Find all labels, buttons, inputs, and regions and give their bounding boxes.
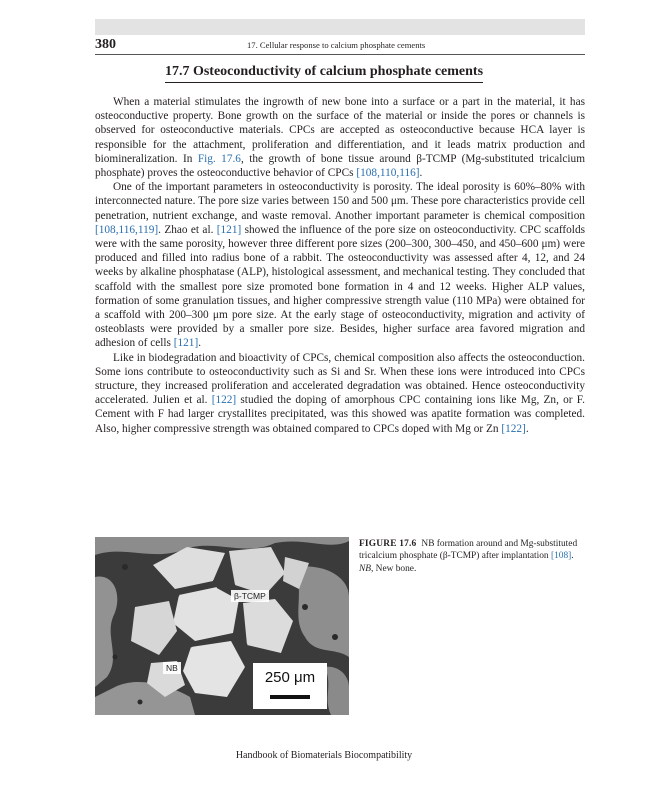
text-run: One of the important parameters in osteoconductivity is porosity. The ideal porosity is 60%–80% with interconnected nature. The pore size varies between 150 and 500 μm. These pore characteristics provide cell penetration, nutrient exchange, and waste removal. Another important parameter is chemical composition xyxy=(95,181,585,222)
scale-bar-box xyxy=(253,663,327,709)
section-title-text: 17.7 Osteoconductivity of calcium phosphate cements xyxy=(165,64,483,83)
tcmp-label: β-TCMP xyxy=(231,590,269,602)
header-bar xyxy=(95,19,585,35)
header-rule xyxy=(95,54,585,55)
text-run: . xyxy=(419,167,423,180)
page-footer: Handbook of Biomaterials Biocompatibility xyxy=(235,750,413,761)
citation-link[interactable]: [108] xyxy=(550,551,572,562)
text-run: , New bone. xyxy=(370,563,417,574)
text-run: studied the doping of amorphous CPC containing ions like Mg, Zn, or F. Cement with F had larger crystallites precipitated, was this showed was apatite formation was completed. Also, higher compressive strength was obtained compared to CPCs doped with Mg or Zn xyxy=(95,394,585,435)
figure-17-6-image xyxy=(95,537,349,715)
text-run: Like in biodegradation and bioactivity of CPCs, chemical composition also affects the osteoconduction. Some ions contribute to osteoconductivity such as Si and Sr. When these ions were introduced into CPCs structure, they increased proliferation and accelerated degradation was obtained. Hence osteoconductivity accelerated. Julien et al. xyxy=(95,351,585,407)
figure-caption-label: FIGURE 17.6 xyxy=(359,539,417,549)
section-title xyxy=(0,64,648,83)
paragraph-2 xyxy=(95,180,585,350)
citation-link[interactable]: [122] xyxy=(501,422,526,435)
text-run: . Zhao et al. xyxy=(158,223,217,236)
citation-link[interactable]: [108,116,119] xyxy=(95,223,159,236)
text-run: , the growth of bone tissue around β-TCMP (Mg-substituted tricalcium phosphate) proves the osteoconductive behavior of CPCs xyxy=(95,152,585,180)
new-bone-label: NB xyxy=(163,662,181,674)
text-run: . xyxy=(571,551,574,562)
page-header xyxy=(95,37,585,53)
body-text xyxy=(95,95,585,436)
citation-link[interactable]: [122] xyxy=(211,394,237,407)
text-run: When a material stimulates the ingrowth of new bone into a surface or a part in the material, it has osteoconductive property. Bone growth on the surface of the material or inside the pores or channels is observed for osteoconductive materials. CPCs are accepted as osteoconductive because HCA layer is responsible for the attachment, proliferation and differentiation, and it leads matrix production and biomineralization. In xyxy=(95,96,585,165)
paragraph-1 xyxy=(95,95,585,180)
running-head: 17. Cellular response to calcium phosphate cements xyxy=(247,40,426,50)
citation-link[interactable]: [121] xyxy=(173,337,199,350)
paragraph-3 xyxy=(95,351,585,436)
citation-link[interactable]: [121] xyxy=(216,223,242,236)
text-run: . xyxy=(525,422,529,435)
text-run: showed the influence of the pore size on osteoconductivity. CPC scaffolds were with the same porosity, however three different pore sizes (200–300, 300–450, and 450–600 μm) were produced and filled into radius bone of a rabbit. The osteoconductivity was assessed after 4, 12, and 24 weeks by alkaline phosphatase (ALP), histological assessment, and mechanical testing. They concluded that scaffold with the smallest pore size promoted bone formation in 4 and 12 weeks. Higher ALP values, formation of some granulation tissues, and higher compressive strength value (110 MPa) were obtained for a scaffold with 200–300 μm pore size. At the early stage of osteoconductivity, migration and activity of osteoblasts were provided by a smaller pore size. Besides, higher surface area favored migration and adhesion of cells xyxy=(95,223,585,350)
text-run-italic: NB xyxy=(359,563,371,574)
page-number: 380 xyxy=(95,37,116,52)
scale-bar-text: 250 μm xyxy=(264,669,316,686)
figure-link[interactable]: Fig. 17.6 xyxy=(197,152,241,165)
text-run: . xyxy=(198,337,202,350)
figure-caption xyxy=(359,538,587,575)
citation-link[interactable]: [108,110,116] xyxy=(356,167,420,180)
text-run: NB formation around and Mg-substituted tricalcium phosphate (β-TCMP) after implantation xyxy=(359,539,578,562)
scale-bar xyxy=(270,695,310,699)
